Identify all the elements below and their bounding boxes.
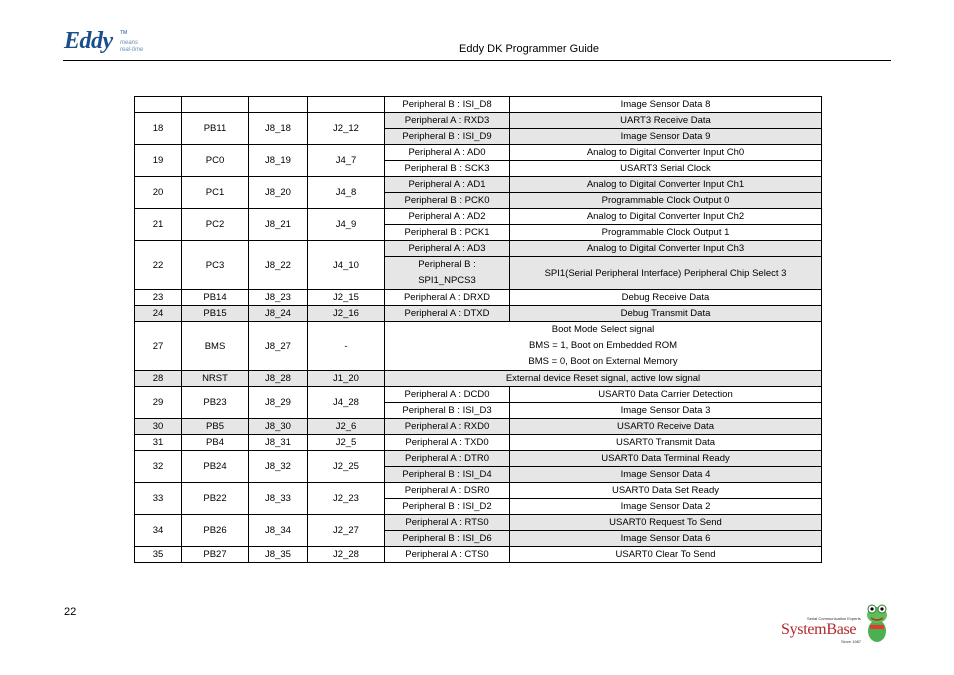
cell-conn: [308, 97, 385, 113]
cell-conn: J2_25: [308, 451, 385, 483]
cell-pin: [182, 97, 249, 113]
cell-func: Peripheral A : RTS0: [385, 515, 510, 531]
cell-desc: USART0 Data Set Ready: [510, 483, 822, 499]
table-row: [135, 241, 822, 257]
eddy-logo-word: Eddy: [64, 28, 113, 54]
cell-jig: J8_20: [249, 177, 308, 209]
cell-func: Peripheral A : AD2: [385, 209, 510, 225]
cell-jig: J8_30: [249, 419, 308, 435]
eddy-logo-realtime: real-time: [120, 47, 144, 53]
cell-desc: Analog to Digital Converter Input Ch2: [510, 209, 822, 225]
systembase-name: SystemBase: [781, 621, 857, 638]
cell-desc: Image Sensor Data 6: [510, 531, 822, 547]
eddy-logo-means: means: [120, 40, 139, 46]
cell-func: Peripheral B : PCK0: [385, 193, 510, 209]
cell-merged-line2: BMS = 1, Boot on Embedded ROM: [528, 340, 678, 351]
table-row: [135, 322, 822, 371]
cell-func: Peripheral A : AD1: [385, 177, 510, 193]
cell-no: 21: [135, 209, 182, 241]
cell-func: Peripheral A : DCD0: [385, 387, 510, 403]
cell-func: Peripheral A : DSR0: [385, 483, 510, 499]
cell-desc: Analog to Digital Converter Input Ch1: [510, 177, 822, 193]
cell-pin: PB22: [182, 483, 249, 515]
table-row: [135, 387, 822, 403]
systembase-tagline: Serial Communication Experts: [807, 616, 861, 621]
cell-merged-desc: External device Reset signal, active low signal: [385, 371, 822, 387]
cell-desc: Image Sensor Data 9: [510, 129, 822, 145]
cell-desc: Debug Transmit Data: [510, 306, 822, 322]
cell-func: Peripheral A : DRXD: [385, 290, 510, 306]
cell-func: Peripheral B : ISI_D9: [385, 129, 510, 145]
header-divider: [63, 60, 891, 61]
cell-pin: PB27: [182, 547, 249, 563]
cell-func-line2: SPI1_NPCS3: [418, 275, 476, 286]
cell-no: 32: [135, 451, 182, 483]
cell-pin: PC0: [182, 145, 249, 177]
cell-pin: NRST: [182, 371, 249, 387]
cell-jig: J8_35: [249, 547, 308, 563]
cell-func: Peripheral B : ISI_D3: [385, 403, 510, 419]
cell-jig: J8_27: [249, 322, 308, 371]
cell-conn: J1_20: [308, 371, 385, 387]
cell-desc: Analog to Digital Converter Input Ch3: [510, 241, 822, 257]
cell-desc: Debug Receive Data: [510, 290, 822, 306]
cell-desc: UART3 Receive Data: [510, 113, 822, 129]
cell-pin: PB5: [182, 419, 249, 435]
cell-func: Peripheral B : ISI_D4: [385, 467, 510, 483]
cell-pin: PB14: [182, 290, 249, 306]
table-row: [135, 483, 822, 499]
cell-conn: J2_16: [308, 306, 385, 322]
cell-desc: Programmable Clock Output 1: [510, 225, 822, 241]
cell-no: 31: [135, 435, 182, 451]
cell-desc: USART3 Serial Clock: [510, 161, 822, 177]
cell-pin: PB4: [182, 435, 249, 451]
cell-func: Peripheral A : RXD3: [385, 113, 510, 129]
table-row: [135, 515, 822, 531]
cell-no: 19: [135, 145, 182, 177]
cell-desc: Image Sensor Data 8: [510, 97, 822, 113]
cell-jig: J8_23: [249, 290, 308, 306]
cell-jig: [249, 97, 308, 113]
table-row: [135, 97, 822, 113]
systembase-logo: [781, 601, 891, 646]
cell-jig: J8_22: [249, 241, 308, 290]
cell-pin: PC1: [182, 177, 249, 209]
cell-jig: J8_34: [249, 515, 308, 547]
cell-no: 22: [135, 241, 182, 290]
cell-merged-line1: Boot Mode Select signal: [551, 324, 655, 335]
cell-no: 35: [135, 547, 182, 563]
cell-desc: Programmable Clock Output 0: [510, 193, 822, 209]
table-row: [135, 371, 822, 387]
cell-no: 29: [135, 387, 182, 419]
cell-no: [135, 97, 182, 113]
cell-conn: J2_23: [308, 483, 385, 515]
page-number: 22: [64, 606, 77, 618]
cell-jig: J8_32: [249, 451, 308, 483]
cell-conn: J4_7: [308, 145, 385, 177]
table-row: [135, 177, 822, 193]
cell-conn: J2_15: [308, 290, 385, 306]
cell-conn: J2_28: [308, 547, 385, 563]
cell-func: Peripheral B : PCK1: [385, 225, 510, 241]
cell-jig: J8_28: [249, 371, 308, 387]
cell-pin: PB24: [182, 451, 249, 483]
cell-pin: BMS: [182, 322, 249, 371]
document-title: Eddy DK Programmer Guide: [459, 43, 599, 55]
cell-conn: J2_12: [308, 113, 385, 145]
cell-conn: J4_9: [308, 209, 385, 241]
cell-jig: J8_33: [249, 483, 308, 515]
table-row: [135, 547, 822, 563]
cell-conn: J2_27: [308, 515, 385, 547]
table-row: [135, 145, 822, 161]
cell-desc: USART0 Data Terminal Ready: [510, 451, 822, 467]
cell-desc: USART0 Transmit Data: [510, 435, 822, 451]
cell-merged-desc: [385, 322, 822, 371]
cell-conn: J4_8: [308, 177, 385, 209]
eddy-logo: [64, 28, 154, 58]
cell-desc: USART0 Receive Data: [510, 419, 822, 435]
frog-mascot-icon: [865, 601, 889, 645]
cell-pin: PB15: [182, 306, 249, 322]
cell-func: Peripheral A : DTXD: [385, 306, 510, 322]
cell-pin: PC2: [182, 209, 249, 241]
table-row: [135, 419, 822, 435]
cell-func: Peripheral B : SCK3: [385, 161, 510, 177]
systembase-since: Since 1987: [841, 639, 862, 644]
cell-func-line1: Peripheral B :: [418, 259, 476, 270]
cell-jig: J8_19: [249, 145, 308, 177]
cell-func: Peripheral B : ISI_D2: [385, 499, 510, 515]
cell-func: Peripheral B : ISI_D8: [385, 97, 510, 113]
cell-conn: J4_28: [308, 387, 385, 419]
cell-func: Peripheral A : DTR0: [385, 451, 510, 467]
cell-func: [385, 257, 510, 290]
table-row: [135, 113, 822, 129]
cell-desc: Analog to Digital Converter Input Ch0: [510, 145, 822, 161]
cell-desc: USART0 Request To Send: [510, 515, 822, 531]
cell-func: Peripheral A : AD3: [385, 241, 510, 257]
cell-func: Peripheral A : AD0: [385, 145, 510, 161]
eddy-logo-tm: TM: [120, 30, 128, 36]
cell-no: 20: [135, 177, 182, 209]
cell-conn: J4_10: [308, 241, 385, 290]
cell-desc: Image Sensor Data 3: [510, 403, 822, 419]
cell-func: Peripheral A : TXD0: [385, 435, 510, 451]
cell-func: Peripheral B : ISI_D6: [385, 531, 510, 547]
table-row: [135, 451, 822, 467]
table-row: [135, 209, 822, 225]
cell-jig: J8_31: [249, 435, 308, 451]
cell-jig: J8_24: [249, 306, 308, 322]
cell-pin: PB11: [182, 113, 249, 145]
cell-pin: PB23: [182, 387, 249, 419]
cell-no: 23: [135, 290, 182, 306]
cell-desc: SPI1(Serial Peripheral Interface) Peripheral Chip Select 3: [510, 257, 822, 290]
cell-jig: J8_21: [249, 209, 308, 241]
cell-desc: Image Sensor Data 4: [510, 467, 822, 483]
cell-desc: USART0 Clear To Send: [510, 547, 822, 563]
cell-no: 18: [135, 113, 182, 145]
cell-jig: J8_18: [249, 113, 308, 145]
cell-func: Peripheral A : RXD0: [385, 419, 510, 435]
cell-func: Peripheral A : CTS0: [385, 547, 510, 563]
cell-desc: USART0 Data Carrier Detection: [510, 387, 822, 403]
cell-no: 27: [135, 322, 182, 371]
cell-jig: J8_29: [249, 387, 308, 419]
pin-table: [134, 96, 822, 563]
table-row: [135, 290, 822, 306]
cell-no: 34: [135, 515, 182, 547]
table-row: [135, 306, 822, 322]
cell-no: 30: [135, 419, 182, 435]
cell-pin: PC3: [182, 241, 249, 290]
cell-conn: -: [308, 322, 385, 371]
cell-no: 24: [135, 306, 182, 322]
cell-desc: Image Sensor Data 2: [510, 499, 822, 515]
cell-pin: PB26: [182, 515, 249, 547]
cell-no: 28: [135, 371, 182, 387]
cell-conn: J2_5: [308, 435, 385, 451]
cell-conn: J2_6: [308, 419, 385, 435]
cell-no: 33: [135, 483, 182, 515]
cell-merged-line3: BMS = 0, Boot on External Memory: [528, 356, 678, 367]
table-row: [135, 435, 822, 451]
